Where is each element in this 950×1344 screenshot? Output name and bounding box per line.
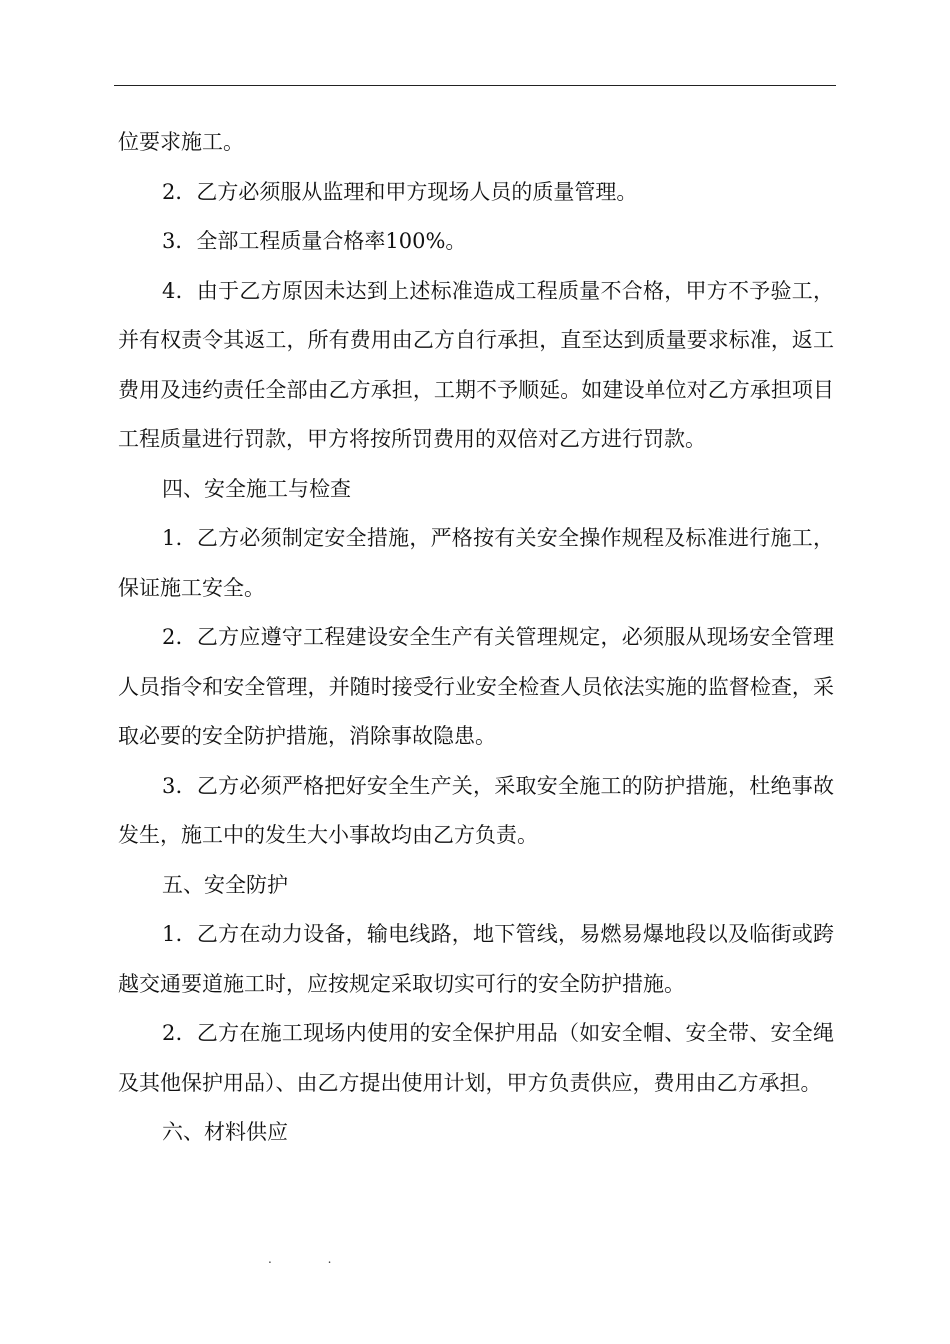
- paragraph-quality-2: 2．乙方必须服从监理和甲方现场人员的质量管理。: [162, 179, 638, 204]
- paragraph-safety-2: 2．乙方应遵守工程建设安全生产有关管理规定，必须服从现场安全管理人员指令和安全管理，并随时接受行业安全检查人员依法实施的监督检查，采取必要的安全防护措施，消除事故隐患。: [118, 625, 834, 748]
- section-heading-safety-construction: 四、安全施工与检查: [162, 476, 351, 501]
- paragraph-protection-1: 1．乙方在动力设备，输电线路，地下管线，易燃易爆地段以及临街或跨越交通要道施工时，应按规定采取切实可行的安全防护措施。: [118, 922, 834, 996]
- header-rule: [114, 85, 836, 86]
- paragraph-safety-1: 1．乙方必须制定安全措施，严格按有关安全操作规程及标准进行施工，保证施工安全。: [118, 526, 834, 600]
- section-heading-material-supply: 六、材料供应: [162, 1120, 288, 1144]
- paragraph-quality-4: 4．由于乙方原因未达到上述标准造成工程质量不合格，甲方不予验工，并有权责令其返工，所有费用由乙方自行承担，直至达到质量要求标准，返工费用及违约责任全部由乙方承担，工期不予顺延。如建设单位对乙方承担项目工程质量进行罚款，甲方将按所罚费用的双倍对乙方进行罚款。: [118, 278, 834, 451]
- document-body: [118, 118, 834, 1158]
- section-heading-safety-protection: 五、安全防护: [162, 872, 288, 897]
- paragraph-continuation: 位要求施工。: [118, 130, 244, 154]
- paragraph-protection-2: 2．乙方在施工现场内使用的安全保护用品（如安全帽、安全带、安全绳及其他保护用品）、由乙方提出使用计划，甲方负责供应，费用由乙方承担。: [118, 1021, 834, 1095]
- footer-mark: . .: [268, 1252, 358, 1266]
- paragraph-safety-3: 3．乙方必须严格把好安全生产关，采取安全施工的防护措施，杜绝事故发生，施工中的发生大小事故均由乙方负责。: [118, 773, 834, 847]
- paragraph-quality-3: 3．全部工程质量合格率100%。: [162, 229, 467, 253]
